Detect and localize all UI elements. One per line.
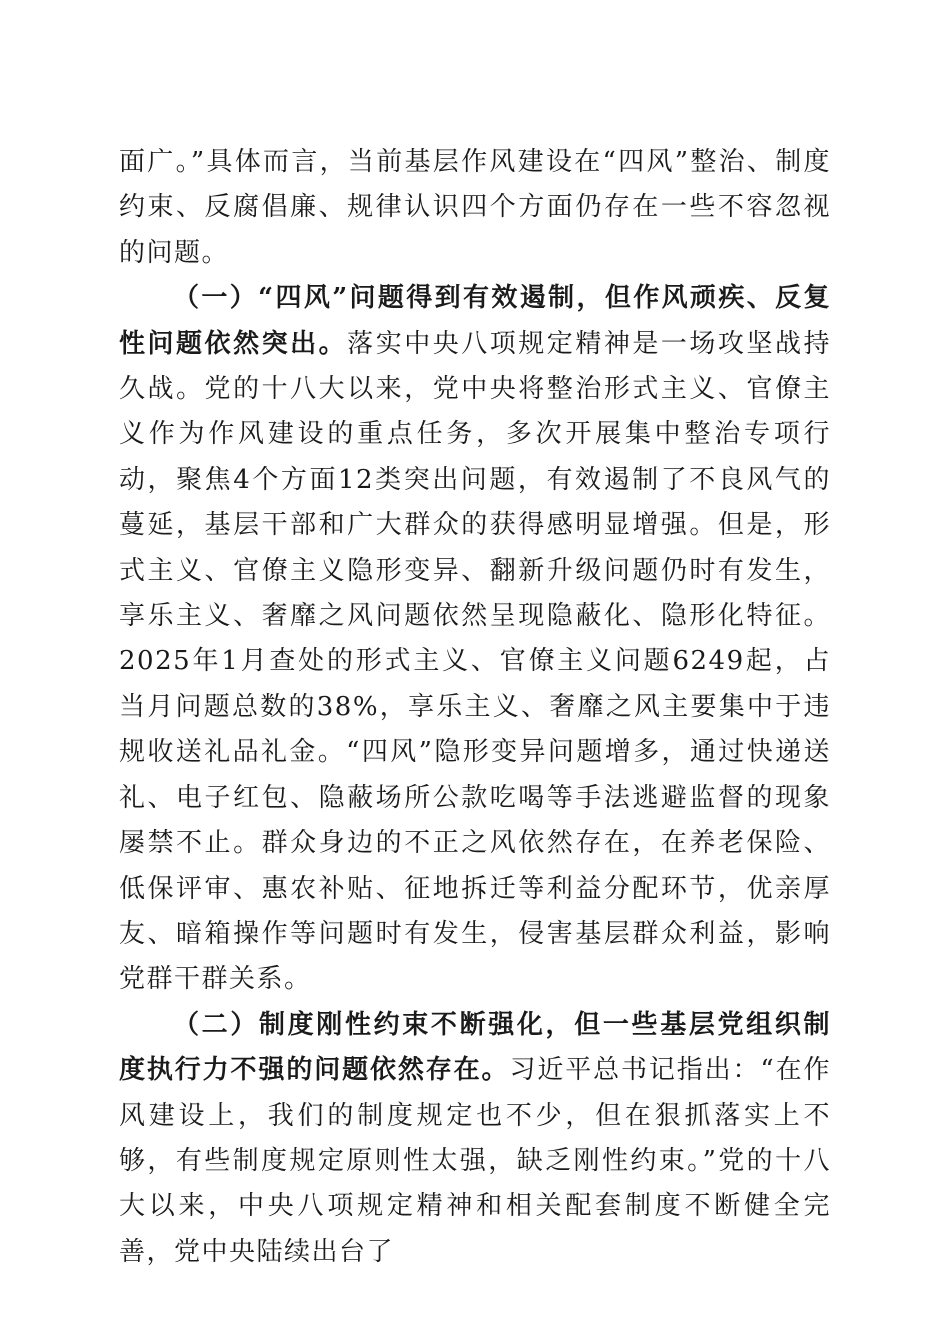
section-2-heading: （二）制度刚性约束不断强化，但一些基层党组织制度执行力不强的问题依然存在。	[119, 1009, 831, 1086]
document-page	[119, 140, 831, 1275]
paragraph-intro-continuation	[119, 140, 831, 276]
paragraph-section-2	[119, 1003, 831, 1275]
paragraph-body: 习近平总书记指出：“在作风建设上，我们的制度规定也不少，但在狠抓落实上不够，有些制度规定原则性太强，缺乏刚性约束。”党的十八大以来，中央八项规定精神和相关配套制度不断健全完善，党中央陆续出台了	[119, 1055, 831, 1267]
section-1-heading: （一）“四风”问题得到有效遏制，但作风顽疾、反复性问题依然突出。	[119, 283, 831, 359]
paragraph-body: 落实中央八项规定精神是一场攻坚战持久战。党的十八大以来，党中央将整治形式主义、官僚主义作为作风建设的重点任务，多次开展集中整治专项行动，聚焦4个方面12类突出问题，有效遏制了不良风气的蔓延，基层干部和广大群众的获得感明显增强。但是，形式主义、官僚主义隐形变异、翻新升级问题仍时有发生，享乐主义、奢靡之风问题依然呈现隐蔽化、隐形化特征。2025年1月查处的形式主义、官僚主义问题6249起，占当月问题总数的38%，享乐主义、奢靡之风主要集中于违规收送礼品礼金。“四风”隐形变异问题增多，通过快递送礼、电子红包、隐蔽场所公款吃喝等手法逃避监督的现象屡禁不止。群众身边的不正之风依然存在，在养老保险、低保评审、惠农补贴、征地拆迁等利益分配环节，优亲厚友、暗箱操作等问题时有发生，侵害基层群众利益，影响党群干群关系。	[119, 328, 831, 995]
paragraph-section-1	[119, 276, 831, 1003]
paragraph-body: 面广。”具体而言，当前基层作风建设在“四风”整治、制度约束、反腐倡廉、规律认识四个方面仍存在一些不容忽视的问题。	[119, 147, 831, 268]
